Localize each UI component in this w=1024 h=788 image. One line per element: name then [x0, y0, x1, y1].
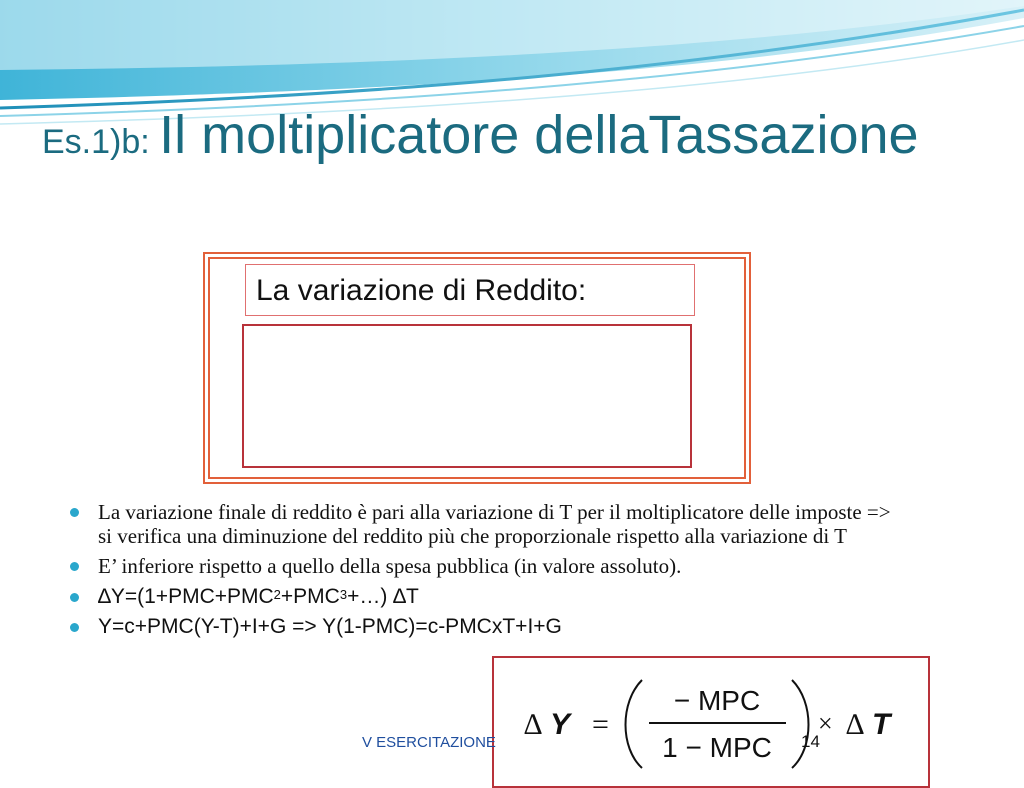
- formula-label: La variazione di Reddito:: [256, 274, 587, 307]
- list-item: Y=c+PMC(Y-T)+I+G => Y(1-PMC)=c-PMCxT+I+G: [70, 614, 900, 640]
- formula-equals: =: [592, 708, 609, 741]
- bullet-list: [70, 500, 900, 640]
- list-item: La variazione finale di reddito è pari alla variazione di T per il moltiplicatore delle imposte => si verifica una diminuzione del reddito più che proporzionale rispetto alla variazione di T: [70, 500, 900, 548]
- formula-denominator: 1 − MPC: [662, 732, 772, 763]
- formula-left-paren: [626, 680, 643, 768]
- bullet-dot-icon: [70, 623, 79, 632]
- bullet-dot-icon: [70, 508, 79, 517]
- slide-title: [42, 104, 919, 166]
- bullet-dot-icon: [70, 593, 79, 602]
- formula-lhs-var: Y: [550, 708, 571, 741]
- delta-symbol: ∆: [393, 585, 407, 608]
- slide-footer: V ESERCITAZIONE: [362, 734, 496, 751]
- formula-times: ×: [818, 709, 833, 738]
- delta-symbol: ∆: [98, 585, 111, 608]
- formula-label-box: [245, 264, 695, 316]
- formula-numerator: − MPC: [673, 685, 761, 716]
- list-item: $\Delta Y=(1+PMC+PMC^2+PMC^3+\dots)$ ∆T: [70, 584, 900, 610]
- list-item: E’ inferiore rispetto a quello della spesa pubblica (in valore assoluto).: [70, 554, 900, 578]
- bullet-dot-icon: [70, 562, 79, 571]
- formula-delta-y: ∆: [524, 708, 543, 741]
- formula-rhs-var: T: [872, 708, 891, 741]
- formula-box-inner: [492, 656, 930, 788]
- formula-delta-t: ∆: [846, 708, 865, 741]
- page-number: 14: [801, 732, 820, 751]
- formula-right-paren: [792, 680, 809, 768]
- slide-title-prefix: Es.1)b:: [42, 123, 160, 161]
- slide-title-main: Il moltiplicatore dellaTassazione: [159, 105, 919, 165]
- tax-multiplier-formula: [494, 658, 928, 786]
